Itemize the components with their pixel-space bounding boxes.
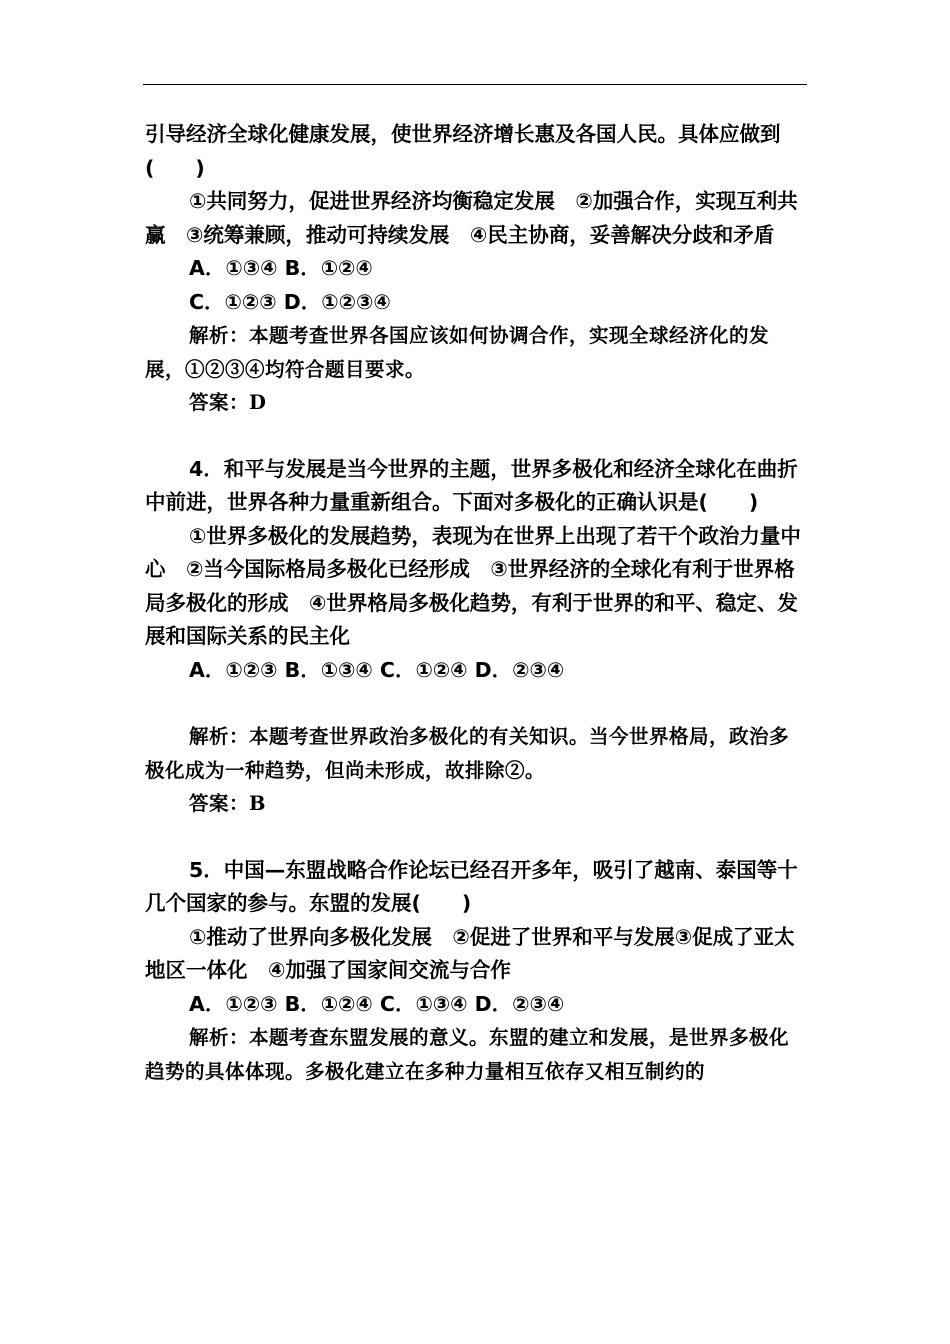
q3-stem: 引导经济全球化健康发展，使世界经济增长惠及各国人民。具体应做到( ) bbox=[145, 122, 781, 180]
q5-stem: 5．中国—东盟战略合作论坛已经召开多年，吸引了越南、泰国等十几个国家的参与。东盟的发展( ) bbox=[145, 857, 798, 915]
spacer bbox=[145, 821, 807, 854]
q5-statements: ①推动了世界向多极化发展 ②促进了世界和平与发展③促成了亚太地区一体化 ④加强了国家间交流与合作 bbox=[145, 924, 795, 982]
q3-statements: ①共同努力，促进世界经济均衡稳定发展 ②加强合作，实现互利共赢 ③统筹兼顾，推动可持续发展 ④民主协商，妥善解决分歧和矛盾 bbox=[145, 189, 798, 247]
q5-options: A．①②③ B．①②④ C．①③④ D．②③④ bbox=[189, 991, 565, 1016]
header-rule bbox=[143, 84, 807, 85]
q4-stem: 4．和平与发展是当今世界的主题，世界多极化和经济全球化在曲折中前进，世界各种力量重新组合。下面对多极化的正确认识是( ) bbox=[145, 456, 798, 514]
q4-statements: ①世界多极化的发展趋势，表现为在世界上出现了若干个政治力量中心 ②当今国际格局多极化已经形成 ③世界经济的全球化有利于世界格局多极化的形成 ④世界格局多极化趋势，有利于世界的和平、稳定、发展和国际关系的民主化 bbox=[145, 523, 801, 648]
q5-analysis: 解析：本题考查东盟发展的意义。东盟的建立和发展，是世界多极化趋势的具体体现。多极化建立在多种力量相互依存又相互制约的 bbox=[145, 1026, 790, 1083]
q4-options: A．①②③ B．①③④ C．①②④ D．②③④ bbox=[189, 657, 565, 682]
q3-answer: 答案：D bbox=[189, 391, 267, 414]
q3-analysis: 解析：本题考查世界各国应该如何协调合作，实现全球经济化的发展，①②③④均符合题目要求。 bbox=[145, 324, 770, 381]
q3-options-2: C．①②③ D．①②③④ bbox=[189, 289, 391, 314]
q4-answer: 答案：B bbox=[189, 792, 266, 815]
spacer bbox=[145, 687, 807, 720]
q4-analysis: 解析：本题考查世界政治多极化的有关知识。当今世界格局，政治多极化成为一种趋势，但尚未形成，故排除②。 bbox=[145, 725, 790, 782]
q3-options-1: A．①③④ B．①②④ bbox=[189, 256, 373, 280]
spacer bbox=[145, 420, 807, 453]
document-content bbox=[145, 118, 807, 1088]
